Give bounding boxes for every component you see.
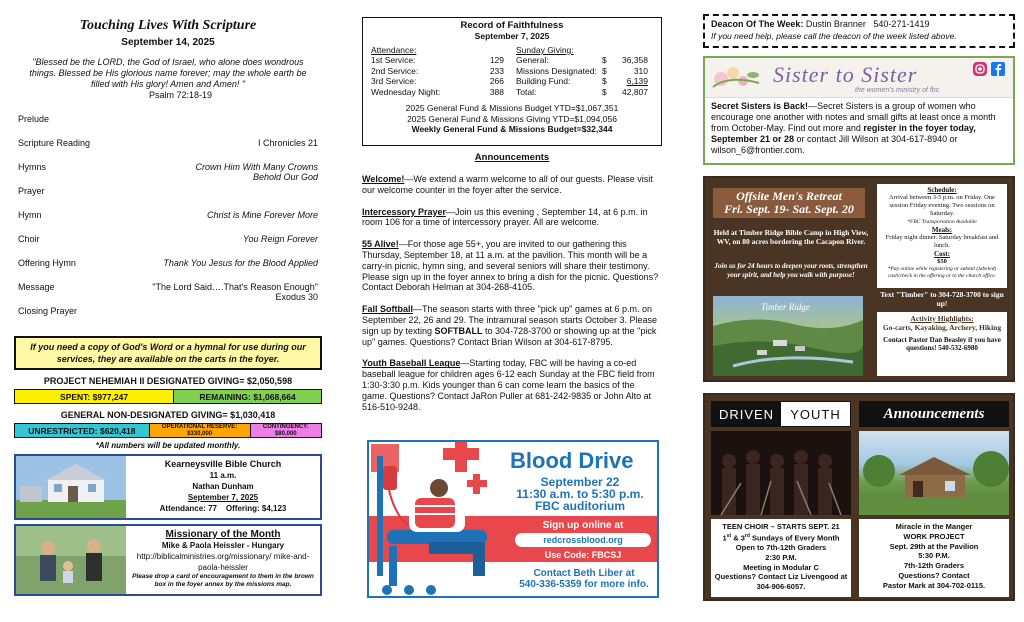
service-item-value: Christ is Mine Forever More (206, 210, 318, 220)
hymnal-note: If you need a copy of God's Word or a hymnal for use during our services, they are available on the carts in the foyer. (14, 336, 322, 370)
sister-banner (705, 58, 1013, 98)
choir-sup-rd: rd (744, 532, 750, 539)
family-photo-icon (16, 526, 126, 594)
record-row-value: 36,358 (622, 55, 648, 65)
service-item-label: Hymn (18, 210, 42, 220)
record-row-label: Total: (516, 86, 537, 97)
blood-drive-time: 11:30 a.m. to 5:30 p.m. (516, 487, 644, 501)
announcement-item (362, 304, 662, 347)
announcement-list (362, 174, 662, 412)
record-row-label: 3rd Service: (371, 76, 417, 86)
record-row-currency: $ (602, 76, 607, 86)
driven-word: DRIVEN (712, 402, 781, 426)
budget-summary (371, 103, 653, 135)
miracle-title: Miracle in the Manger (895, 522, 973, 531)
record-row (371, 87, 516, 98)
retreat-text-signup: Text "Timber" to 304-728-3700 to sign up! (880, 290, 1004, 308)
service-item-value: "The Lord Said….That's Reason Enough" Exodus 30 (152, 282, 318, 302)
service-item (14, 282, 322, 306)
service-item (14, 210, 322, 234)
blood-drive-url[interactable]: redcrossblood.org (515, 533, 651, 547)
blood-drive-signup: Sign up online at (542, 520, 624, 531)
record-row-label: 2nd Service: (371, 65, 419, 76)
activity-heading: Activity Highlights: (910, 314, 974, 323)
kbc-stats (126, 503, 320, 514)
kbc-date: September 7, 2025 (187, 493, 259, 502)
nondesignated-title: GENERAL NON-DESIGNATED GIVING= $1,030,418 (60, 410, 276, 420)
service-item-label: Message (18, 282, 55, 292)
record-row (516, 76, 653, 87)
teen-choir-info (711, 519, 851, 597)
announcements-banner: Announcements (859, 401, 1009, 427)
sister-banner-title: Sister to Sister (773, 62, 918, 87)
updated-note: *All numbers will be updated monthly. (95, 441, 241, 450)
record-row-label: Building Fund: (516, 76, 571, 86)
kbc-card (14, 454, 322, 520)
page-date: September 14, 2025 (121, 37, 215, 48)
record-row-value: 266 (489, 76, 504, 86)
choir-open: Open to 7th-12th Graders (735, 543, 827, 553)
giving-heading: Sunday Giving: (516, 45, 574, 55)
attendance-table (371, 45, 516, 97)
blood-drive-contact-name: Contact Beth Liber at (533, 568, 635, 579)
announcement-body: —We extend a warm welcome to all of our guests. Please visit our welcome counter in the foyer after the service. (362, 174, 653, 195)
contingency-value: $80,000 (274, 430, 297, 437)
record-row-label: 1st Service: (371, 55, 416, 65)
retreat-location: Held at Timber Ridge Bible Camp in High View, WV, on 80 acres bordering the Cacapon River. (713, 228, 869, 246)
schedule-text: Arrival between 3-5 p.m. on Friday. One session Friday evening. Two sessions on Saturday. (889, 194, 995, 217)
service-item-label: Closing Prayer (18, 306, 78, 316)
announcement-item (362, 207, 662, 229)
record-row (371, 66, 516, 77)
announcement-body: —Join us this evening , September 14, at 6 p.m. in room 106 for a time of intercessory prayer. All are welcome. (362, 206, 648, 228)
blood-drive-code: Use Code: FBCSJ (544, 550, 622, 560)
spent-segment: SPENT: $977,247 (15, 390, 174, 403)
announcement-body: —Starting today, FBC will be having a co-ed baseball league for children ages 6-12 each Sunday at the FBC field from 1:30-3:30 p.m. Kids younger than 6 can come learn the basics of the game. Questions? Contact JaRon Puller at 681-242-9835 or John Alto at 516-510-9248. (362, 358, 655, 412)
miracle-question: Questions? Contact (898, 570, 970, 580)
miracle-sub: WORK PROJECT (903, 531, 965, 541)
unrestricted-segment: UNRESTRICTED: $620,418 (15, 424, 150, 437)
service-item-label: Prelude (18, 114, 50, 124)
choir-when-3: & 3 (731, 533, 745, 543)
blood-drive-date (515, 476, 645, 512)
service-item (14, 162, 322, 186)
service-item-value: Thank You Jesus for the Blood Applied (163, 258, 318, 268)
record-row (371, 76, 516, 87)
scripture-reference: Psalm 72:18-19 (148, 90, 212, 100)
record-title: Record of Faithfulness (460, 20, 564, 31)
blood-donor-illustration-icon (369, 442, 509, 598)
announcement-body: —For those age 55+, you are invited to our gathering this Thursday, September 18, at 11 a.m. at the pavilion. This month will be a carry-in picnic, hymn sing, and several seniors will share their testimony. Please sign up in the foyer annex to bring a dish for the picnic. Questions? Contact Deborah Helman at 304-268-4105. (362, 239, 659, 293)
record-row-currency: $ (602, 55, 607, 65)
service-item (14, 114, 322, 138)
sister-body-bold: register in the foyer today, September 21 or 28 (711, 123, 976, 144)
operational-reserve-segment (150, 424, 251, 437)
missionary-note: Please drop a card of encouragement to them in the brown box in the foyer annex by the missions map. (132, 573, 314, 588)
youth-announcements (703, 393, 1015, 601)
transport-note: *FBC Transportation Available (907, 219, 977, 225)
instagram-icon[interactable] (973, 62, 987, 76)
kbc-time: 11 a.m. (209, 471, 237, 480)
record-row-value: 388 (489, 86, 504, 97)
church-photo (16, 456, 126, 518)
record-row-label: Missions Designated: (516, 65, 597, 76)
record-row-value: 310 (633, 65, 648, 76)
ytd-budget: 2025 General Fund & Missions Budget YTD=$1,067,351 (405, 103, 619, 113)
weekly-budget: Weekly General Fund & Missions Budget=$32,344 (411, 124, 613, 134)
mens-retreat-flyer (703, 176, 1015, 382)
record-row-value: 129 (489, 55, 504, 65)
miracle-manger-photo (859, 431, 1009, 515)
page-title: Touching Lives With Scripture (79, 18, 257, 33)
record-row-value: 233 (489, 65, 504, 76)
sister-to-sister (703, 56, 1015, 165)
cost-heading: Cost: (934, 250, 950, 258)
kbc-info (126, 456, 320, 518)
operational-value: $330,000 (187, 430, 213, 437)
choir-sup-st: st (726, 532, 732, 539)
record-row (516, 87, 653, 98)
choir-when-rest: Sundays of Every Month (749, 533, 840, 543)
announcement-title: Fall Softball (362, 304, 414, 315)
column-ministries (703, 0, 1015, 622)
retreat-name: Offsite Men's Retreat (736, 189, 842, 203)
miracle-time: 5:30 P.M. (918, 551, 950, 561)
activity-text: Go-carts, Kayaking, Archery, Hiking (882, 323, 1002, 332)
sister-body-a: —Secret Sisters is a group of women who encourage one another with notes and small gifts at least once a month from October-May. Find out more and (711, 101, 996, 133)
contingency-label: CONTINGENCY: (262, 423, 309, 430)
miracle-grades: 7th-12th Graders (903, 561, 965, 571)
camp-aerial-photo (713, 296, 863, 376)
deacon-phone: 540-271-1419 (873, 19, 930, 29)
service-item (14, 138, 322, 162)
service-item (14, 306, 322, 330)
record-row (516, 55, 653, 66)
deacon-label: Deacon Of The Week: (711, 19, 804, 29)
record-row-value: 6,139 (626, 76, 648, 86)
announcement-body: —The season starts with three "pick up" games at 6 p.m. on September 22, 26 and 29. The intramural season starts October 3. Please sign up by texting (362, 304, 658, 336)
meals-heading: Meals: (931, 226, 953, 234)
church-building-icon (16, 456, 126, 518)
kbc-attendance: Attendance: 77 (159, 504, 217, 513)
service-item (14, 234, 322, 258)
choir-photo (711, 431, 851, 515)
choir-title: TEEN CHOIR – STARTS SEPT. 21 (722, 522, 840, 531)
blood-drive-place: FBC auditorium (535, 499, 625, 513)
schedule-heading: Schedule: (927, 186, 957, 194)
kbc-offering: Offering: $4,123 (225, 504, 287, 513)
service-item-value: You Reign Forever (242, 234, 318, 244)
announcement-title: 55 Alive! (362, 239, 399, 250)
giving-table (516, 45, 653, 97)
youth-word: YOUTH (790, 406, 841, 422)
record-row-currency: $ (602, 65, 607, 76)
blood-drive-title: Blood Drive (510, 448, 634, 473)
missionary-photo (16, 526, 126, 594)
miracle-manger-info (859, 519, 1009, 597)
service-item (14, 186, 322, 210)
missionary-title: Missionary of the Month (165, 529, 281, 540)
choir-when (711, 532, 851, 543)
contingency-segment (251, 424, 321, 437)
driven-youth-logo (711, 401, 851, 427)
blood-drive-contact (509, 568, 659, 590)
missionary-info (126, 526, 320, 594)
service-item (14, 258, 322, 282)
retreat-title (713, 188, 865, 218)
remaining-segment: REMAINING: $1,068,664 (174, 390, 321, 403)
announcement-title: Welcome! (362, 174, 405, 184)
service-item-value: I Chronicles 21 (257, 138, 318, 148)
retreat-activities (877, 312, 1007, 376)
deacon-of-week (703, 14, 1015, 48)
announcement-title: Youth Baseball League (362, 358, 461, 369)
operational-label: OPERATIONAL RESERVE: (161, 423, 238, 430)
floral-decoration-icon (709, 61, 769, 95)
record-row-currency: $ (602, 86, 607, 97)
announcements-title: Announcements (474, 152, 550, 163)
announcement-item (362, 239, 662, 293)
nehemiah-title: PROJECT NEHEMIAH II DESIGNATED GIVING= $2,050,598 (43, 376, 293, 386)
retreat-invite: Join us for 24 hours to deepen your roots, strengthen your spirit, and help you walk with purpose! (714, 262, 868, 279)
record-row (371, 55, 516, 66)
choir-place: Meeting in Modular C (743, 562, 819, 572)
service-item-value: Crown Him With Many Crowns Behold Our God (195, 162, 318, 182)
choir-time: 2:30 P.M. (765, 552, 797, 562)
service-item-label: Scripture Reading (18, 138, 91, 148)
announcement-title: Intercessory Prayer (362, 206, 447, 217)
retreat-details (877, 184, 1007, 288)
deacon-note: If you need help, please call the deacon of the week listed above. (711, 31, 957, 41)
missionary-url[interactable]: http://biblicalministries.org/missionary/ mike-and-paola-heissler (136, 552, 310, 572)
camp-logo-text: Timber Ridge (761, 302, 810, 312)
sister-text (705, 98, 1013, 159)
retreat-contact: Contact Pastor Dan Beasley if you have questions! 540-532-6980 (883, 336, 1001, 352)
facebook-icon[interactable] (991, 62, 1005, 76)
nehemiah-bar (14, 389, 322, 404)
blood-drive-contact-phone: 540-336-5359 for more info. (519, 579, 649, 590)
record-row (516, 66, 653, 77)
attendance-heading: Attendance: (371, 45, 417, 55)
record-row-label: General: (516, 55, 549, 65)
missionary-card (14, 524, 322, 596)
miracle-date: Sept. 29th at the Pavilion (889, 541, 979, 551)
blood-drive-day: September 22 (540, 475, 620, 489)
record-of-faithfulness (362, 17, 662, 146)
announcement-item (362, 174, 662, 196)
missionary-names: Mike & Paola Heissler - Hungary (161, 541, 285, 550)
sister-body-b: or contact Jill Wilson at 304-617-8940 or wilson_6@frontier.com. (711, 134, 958, 155)
announcement-body: to 304-728-3700 or showing up at the "pick up" games. Questions? Contact Brian Wilson at 304-617-8795. (362, 325, 657, 347)
record-date: September 7, 2025 (474, 31, 550, 41)
pavilion-building-icon (859, 431, 1009, 515)
choir-contact: Questions? Contact Liz Livengood at 304-906-6057. (714, 572, 848, 592)
order-of-service (14, 114, 322, 330)
announcement-item (362, 358, 662, 412)
miracle-contact: Pastor Mark at 304-702-0115. (882, 580, 986, 590)
scripture-verse: "Blessed be the LORD, the God of Israel, who alone does wondrous things. Blessed be His glorious name forever; may the whole earth be filled with His glory! Amen and Amen! " (29, 57, 307, 89)
record-row-value: 42,807 (622, 86, 648, 97)
cost-note: *Pay online while registering or submit (labeled) cash/check in the offering or to the church office. (887, 266, 997, 279)
service-item-label: Choir (18, 234, 40, 244)
nondesignated-bar (14, 423, 322, 438)
service-item-label: Offering Hymn (18, 258, 76, 268)
choir-singers-icon (711, 431, 851, 515)
column-record-announcements (362, 0, 662, 622)
cost-value: $50 (937, 258, 947, 265)
retreat-dates: Fri. Sept. 19- Sat. Sept. 20 (724, 202, 854, 216)
sister-title: Secret Sisters is Back! (711, 101, 809, 111)
record-row-label: Wednesday Night: (371, 86, 441, 97)
sister-banner-subtitle: the women's ministry of fbc (855, 87, 940, 94)
kbc-speaker: Nathan Dunham (192, 482, 254, 491)
ytd-giving: 2025 General Fund & Missions Giving YTD=$1,094,056 (407, 113, 617, 124)
service-item-label: Hymns (18, 162, 47, 172)
column-order-of-service (14, 0, 322, 622)
blood-drive-flyer (367, 440, 659, 598)
kbc-name: Kearneysville Bible Church (164, 459, 282, 469)
service-item-label: Prayer (18, 186, 45, 196)
meals-text: Friday night dinner. Saturday breakfast and lunch. (885, 234, 999, 249)
choir-when-1: 1 (722, 533, 727, 543)
deacon-name: Dustin Branner (805, 19, 866, 29)
announcement-body: SOFTBALL (434, 325, 483, 336)
